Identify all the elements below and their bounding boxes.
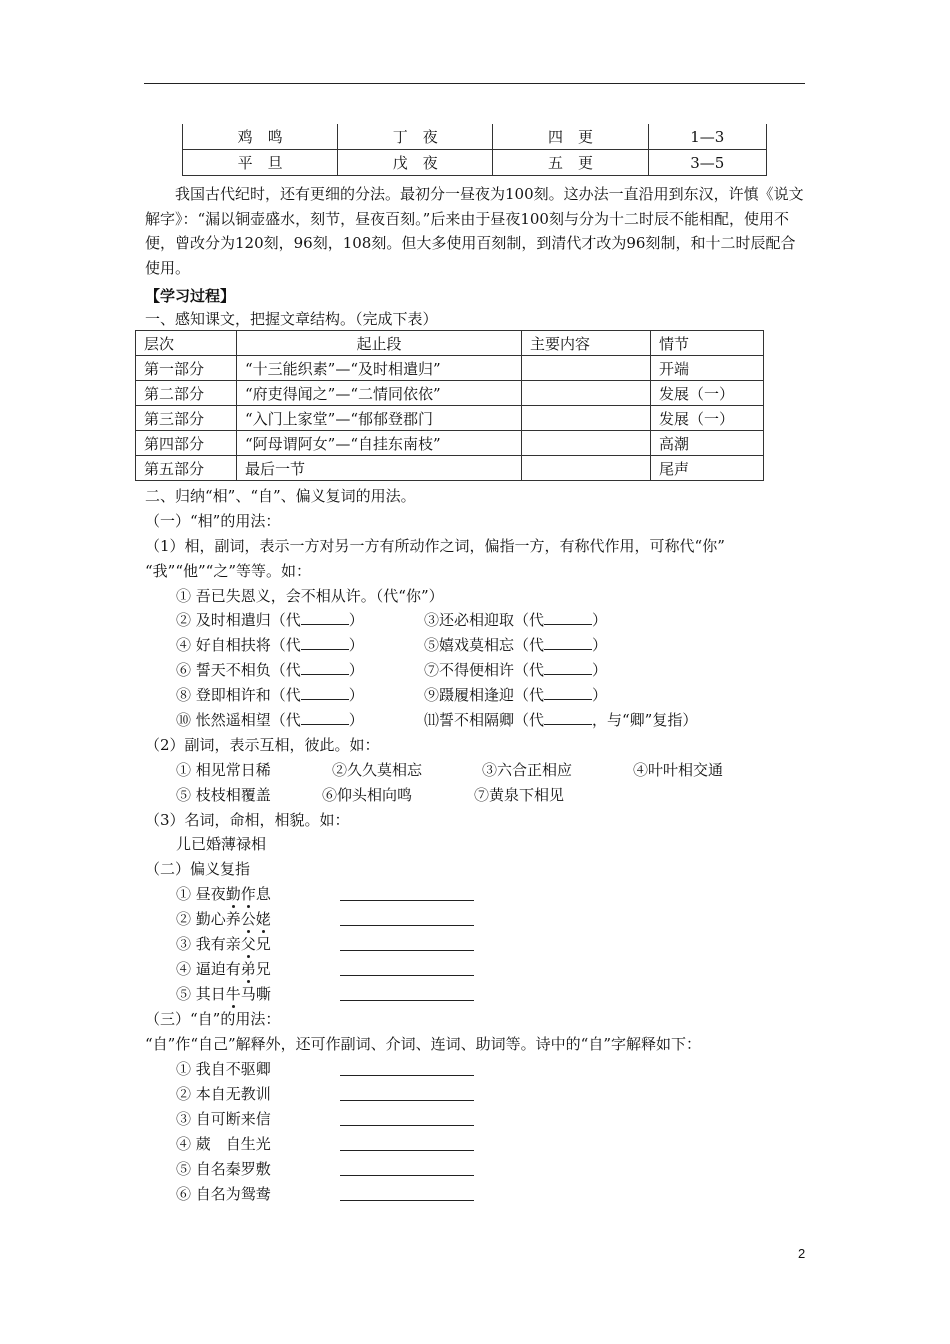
fill-blank[interactable] — [544, 699, 592, 700]
list-item: ① 相见常日稀 — [176, 761, 271, 779]
table-row — [136, 406, 764, 431]
answer-line[interactable] — [340, 1125, 474, 1126]
xiang-3-title: （3）名词，命相，相貌。如： — [145, 811, 350, 829]
time-table — [182, 124, 767, 176]
xiang-example-row — [424, 610, 607, 630]
fill-blank[interactable] — [301, 649, 349, 650]
list-item: ⑤ 枝枝相覆盖 — [176, 786, 271, 804]
list-item: ②久久莫相忘 — [332, 761, 423, 779]
example-text: ⑧ 登即相许和（代 — [176, 686, 301, 704]
zi-title: （三）“自”的用法： — [145, 1010, 281, 1028]
table-cell — [522, 406, 651, 431]
item-text: ③ 我有亲 — [176, 935, 241, 953]
xiang-example-row — [176, 635, 364, 655]
emphasis-char: 姥 — [255, 910, 271, 928]
table-row — [136, 456, 764, 481]
fill-blank[interactable] — [301, 624, 349, 625]
list-item — [176, 984, 271, 1004]
xiang-1-line1: （1）相，副词，表示一方对另一方有所动作之词，偏指一方，有称代作用，可称代“你” — [145, 537, 725, 555]
xiang-title: （一）“相”的用法： — [145, 512, 281, 530]
list-item: ③ 自可断来信 — [176, 1110, 271, 1128]
list-item — [176, 884, 271, 904]
example-text: ⑾誓不相隔卿（代 — [424, 711, 545, 729]
table-cell: 戊 夜 — [338, 150, 493, 176]
table-cell — [522, 381, 651, 406]
example-text: ） — [348, 636, 364, 654]
table-row — [183, 150, 767, 176]
table-cell: 第二部分 — [136, 381, 237, 406]
table-cell: “十三能织素”—“及时相遣归” — [237, 356, 522, 381]
pianyi-title: （二）偏义复指 — [145, 860, 251, 878]
fill-blank[interactable] — [301, 674, 349, 675]
item-text: 马 — [240, 985, 256, 1003]
table-cell: 平 旦 — [183, 150, 338, 176]
intro-paragraph: 我国古代纪时，还有更细的分法。最初分一昼夜为100刻。这办法一直沿用到东汉，许慎《说文解字》：“漏以铜壶盛水，刻节，昼夜百刻。”后来由于昼夜100刻与分为十二时辰不能相配，使用不便，曾改分为120刻，96刻，108刻。但大多使用百刻制，到清代才改为96刻制，和十二时辰配合使用。 — [145, 185, 804, 277]
table-row — [136, 356, 764, 381]
list-item — [176, 909, 271, 929]
example-text: ，与“卿”复指） — [592, 711, 698, 729]
table-cell: 3—5 — [648, 150, 766, 176]
xiang-example-row — [424, 660, 607, 680]
column-header: 层次 — [136, 331, 237, 356]
answer-line[interactable] — [340, 950, 474, 951]
list-item — [176, 934, 271, 954]
answer-line[interactable] — [340, 1075, 474, 1076]
item-text: 息 — [255, 885, 271, 903]
answer-line[interactable] — [340, 1200, 474, 1201]
example-text: ） — [592, 686, 608, 704]
xiang-1-line2: “我”“他”“之”等等。如： — [145, 562, 312, 580]
table-row — [136, 431, 764, 456]
structure-table — [135, 330, 764, 481]
fill-blank[interactable] — [544, 724, 592, 725]
example-text: ） — [348, 661, 364, 679]
table-cell: 高潮 — [651, 431, 764, 456]
answer-line[interactable] — [340, 1000, 474, 1001]
list-item: ① 我自不驱卿 — [176, 1060, 271, 1078]
xiang-2-title: （2）副词，表示互相，彼此。如： — [145, 736, 380, 754]
example-text: ⑩ 怅然遥相望（代 — [176, 711, 301, 729]
table-cell: 第一部分 — [136, 356, 237, 381]
emphasis-char: 弟 — [240, 960, 256, 978]
table-cell: 第三部分 — [136, 406, 237, 431]
item-text: ② 勤心养 — [176, 910, 241, 928]
xiang-example-row — [176, 660, 364, 680]
xiang-example-row — [424, 685, 607, 705]
example-text: ） — [348, 611, 364, 629]
xiang-example-row — [176, 610, 364, 630]
fill-blank[interactable] — [544, 624, 592, 625]
fill-blank[interactable] — [301, 699, 349, 700]
example-text: ） — [592, 661, 608, 679]
table-cell — [522, 356, 651, 381]
fill-blank[interactable] — [301, 724, 349, 725]
answer-line[interactable] — [340, 1100, 474, 1101]
column-header: 起止段 — [237, 331, 522, 356]
table-row — [136, 381, 764, 406]
table-header-row — [136, 331, 764, 356]
item-text: 兄 — [255, 935, 271, 953]
answer-line[interactable] — [340, 925, 474, 926]
example-text: ） — [348, 711, 364, 729]
example-text: ⑤嬉戏莫相忘（代 — [424, 636, 545, 654]
example-text: ） — [592, 636, 608, 654]
item-text: 兄 — [255, 960, 271, 978]
section-heading-text: 【学习过程】 — [145, 287, 236, 305]
list-item — [176, 959, 271, 979]
xiang-example-row — [424, 635, 607, 655]
table-cell: 尾声 — [651, 456, 764, 481]
table-cell: “入门上家堂”—“郁郁登郡门 — [237, 406, 522, 431]
item-text: ⑤ 其日 — [176, 985, 226, 1003]
answer-line[interactable] — [340, 1175, 474, 1176]
list-item: ⑦黄泉下相见 — [474, 786, 565, 804]
q1-title: 一、感知课文，把握文章结构。（完成下表） — [145, 310, 438, 328]
table-cell: 1—3 — [648, 124, 766, 150]
example-text: ⑦不得便相许（代 — [424, 661, 545, 679]
example-text: ④ 好自相扶将（代 — [176, 636, 301, 654]
fill-blank[interactable] — [544, 674, 592, 675]
list-item: ④叶叶相交通 — [633, 761, 724, 779]
table-cell: 开端 — [651, 356, 764, 381]
xiang-3-example: 儿已婚薄禄相 — [176, 835, 267, 853]
item-text: ① 昼夜 — [176, 885, 226, 903]
item-text: 嘶 — [255, 985, 271, 1003]
table-cell: 最后一节 — [237, 456, 522, 481]
emphasis-char: 牛 — [225, 985, 241, 1003]
list-item: ⑥ 自名为鸳鸯 — [176, 1185, 271, 1203]
list-item: ③六合正相应 — [482, 761, 573, 779]
header-rule — [144, 83, 805, 84]
section-heading — [145, 286, 235, 306]
answer-line[interactable] — [340, 975, 474, 976]
example-text: ⑨蹑履相逢迎（代 — [424, 686, 545, 704]
table-cell: 第五部分 — [136, 456, 237, 481]
table-cell: 发展（一） — [651, 381, 764, 406]
list-item: ④ 葳 自生光 — [176, 1135, 271, 1153]
example-text: ） — [592, 611, 608, 629]
list-item: ⑥仰头相向鸣 — [322, 786, 413, 804]
table-cell: 五 更 — [493, 150, 648, 176]
column-header: 主要内容 — [522, 331, 651, 356]
xiang-example-1: ① 吾已失恩义，会不相从许。（代“你”） — [176, 587, 444, 605]
table-cell: 丁 夜 — [338, 124, 493, 150]
answer-line[interactable] — [340, 1150, 474, 1151]
example-text: ③还必相迎取（代 — [424, 611, 545, 629]
list-item: ⑤ 自名秦罗敷 — [176, 1160, 271, 1178]
zi-intro: “自”作“自己”解释外，还可作副词、介词、连词、助词等。诗中的“自”字解释如下： — [145, 1035, 702, 1053]
table-cell: 鸡 鸣 — [183, 124, 338, 150]
emphasis-char: 父 — [240, 935, 256, 953]
table-cell — [522, 456, 651, 481]
table-row — [183, 124, 767, 150]
example-text: ⑥ 誓天不相负（代 — [176, 661, 301, 679]
table-cell — [522, 431, 651, 456]
example-text: ② 及时相遣归（代 — [176, 611, 301, 629]
fill-blank[interactable] — [544, 649, 592, 650]
page-number: 2 — [798, 1246, 806, 1261]
xiang-example-row — [424, 710, 697, 730]
column-header: 情节 — [651, 331, 764, 356]
emphasis-char: 勤 — [225, 885, 241, 903]
table-cell: “阿母谓阿女”—“自挂东南枝” — [237, 431, 522, 456]
q2-title: 二、归纳“相”、“自”、偏义复词的用法。 — [145, 487, 416, 505]
table-cell: “府吏得闻之”—“二情同依依” — [237, 381, 522, 406]
emphasis-char: 公 — [240, 910, 256, 928]
answer-line[interactable] — [340, 900, 474, 901]
table-cell: 第四部分 — [136, 431, 237, 456]
table-cell: 四 更 — [493, 124, 648, 150]
item-text: ④ 逼迫有 — [176, 960, 241, 978]
table-cell: 发展（一） — [651, 406, 764, 431]
xiang-example-row — [176, 685, 364, 705]
list-item: ② 本自无教训 — [176, 1085, 271, 1103]
xiang-example-row — [176, 710, 364, 730]
emphasis-char: 作 — [240, 885, 256, 903]
example-text: ） — [348, 686, 364, 704]
